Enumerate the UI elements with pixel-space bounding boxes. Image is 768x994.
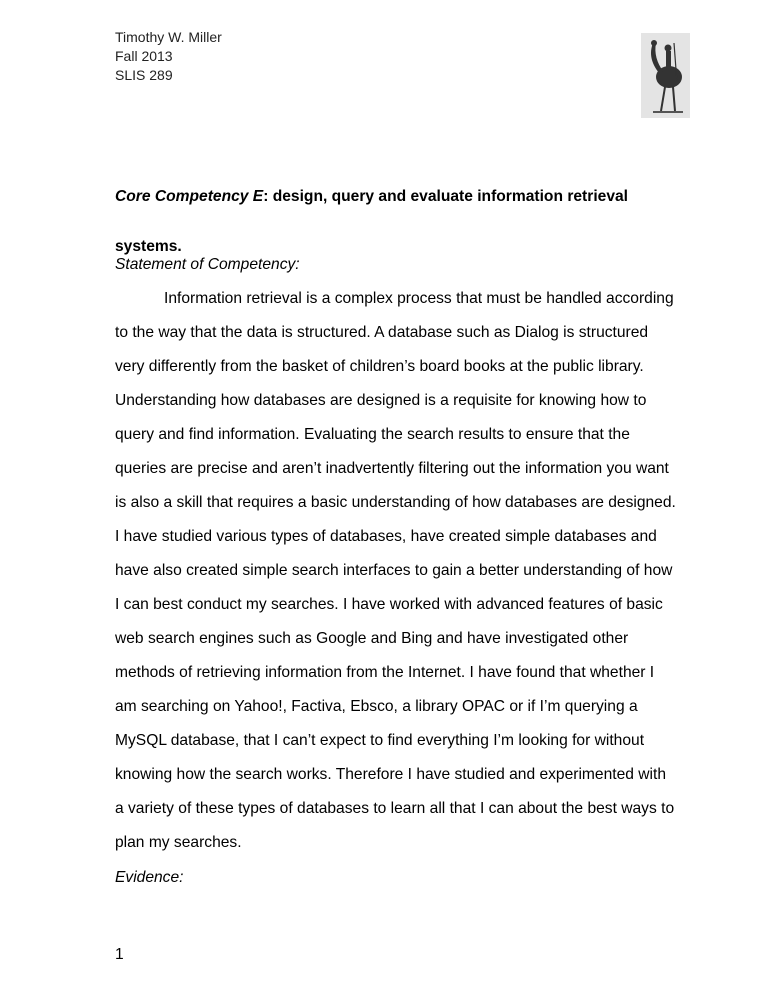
body-line: plan my searches. [115,834,242,851]
body-line: queries are precise and aren’t inadvertently filtering out the information you want [115,460,669,477]
body-line: is also a skill that requires a basic understanding of how databases are designed. [115,494,676,511]
body-line: very differently from the basket of children’s board books at the public library. [115,358,644,375]
body-line: knowing how the search works. Therefore I have studied and experimented with [115,766,666,783]
competency-heading-cont: systems. [115,238,182,255]
term: Fall 2013 [115,48,173,64]
course: SLIS 289 [115,67,173,83]
body-line: I can best conduct my searches. I have worked with advanced features of basic [115,596,663,613]
body-line: to the way that the data is structured. A database such as Dialog is structured [115,324,649,341]
body-line: methods of retrieving information from the Internet. I have found that whether I [115,664,655,681]
statement-label: Statement of Competency: [115,256,300,273]
competency-title: : design, query and evaluate information retrieval [263,188,629,205]
competency-label: Core Competency E [115,188,264,205]
evidence-label: Evidence: [115,869,184,886]
body-line: a variety of these types of databases to learn all that I can about the best ways to [115,800,675,817]
body-line: MySQL database, that I can’t expect to find everything I’m looking for without [115,732,645,749]
ostrich-rider-logo [641,33,690,118]
body-line: I have studied various types of databases, have created simple databases and [115,528,657,545]
body-line: query and find information. Evaluating the search results to ensure that the [115,426,630,443]
body-line: Information retrieval is a complex process that must be handled according [164,290,674,307]
body-line: Understanding how databases are designed is a requisite for knowing how to [115,392,647,409]
competency-heading [115,188,628,206]
author-name: Timothy W. Miller [115,29,222,45]
page-number: 1 [115,946,124,963]
body-line: am searching on Yahoo!, Factiva, Ebsco, a library OPAC or if I’m querying a [115,698,638,715]
document-header [115,28,222,85]
body-line: have also created simple search interfaces to gain a better understanding of how [115,562,673,579]
body-line: web search engines such as Google and Bing and have investigated other [115,630,629,647]
